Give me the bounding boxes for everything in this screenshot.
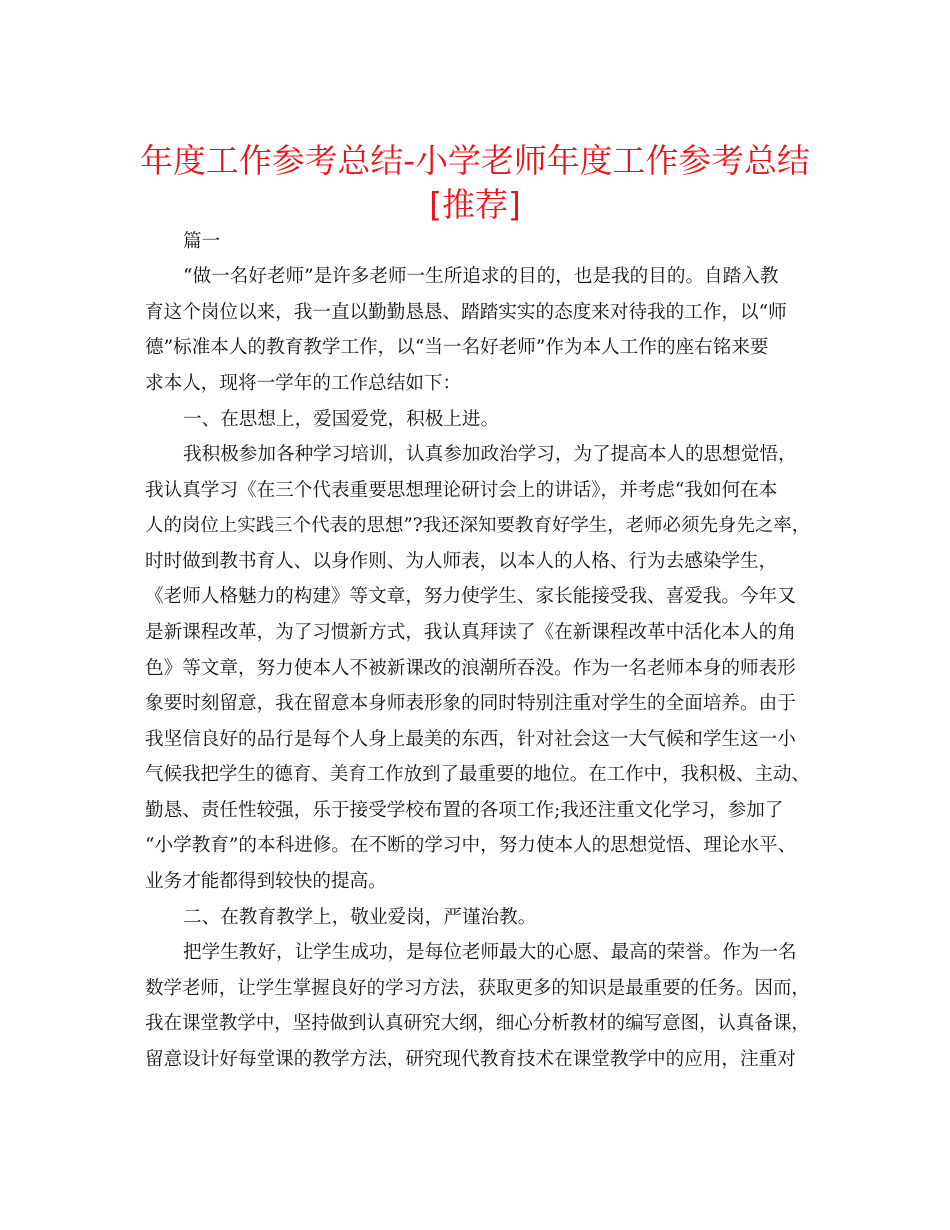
paragraph-line: 育这个岗位以来，我一直以勤勤恳恳、踏踏实实的态度来对待我的工作，以“师 — [145, 302, 787, 323]
paragraph-line: 象要时刻留意，我在留意本身师表形象的同时特别注重对学生的全面培养。由于 — [145, 693, 796, 714]
paragraph-line: 把学生教好，让学生成功，是每位老师最大的心愿、最高的荣誉。作为一名 — [183, 942, 797, 963]
paragraph-line: 人的岗位上实践三个代表的思想”?我还深知要教育好学生，老师必须先身先之率， — [145, 515, 811, 536]
paragraph-line: 求本人，现将一学年的工作总结如下： — [145, 373, 462, 394]
document-title-line-2: [推荐] — [429, 185, 521, 224]
paragraph-line: 《老师人格魅力的构建》等文章，努力使学生、家长能接受我、喜爱我。今年又 — [145, 586, 796, 607]
paragraph-line: 是新课程改革，为了习惯新方式，我认真拜读了《在新课程改革中活化本人的角 — [145, 622, 796, 643]
paragraph-line: 我认真学习《在三个代表重要思想理论研讨会上的讲话》，并考虑“我如何在本 — [145, 480, 778, 501]
section-label: 篇一 — [183, 231, 221, 252]
paragraph-line: 勤恳、责任性较强，乐于接受学校布置的各项工作;我还注重文化学习，参加了 — [145, 800, 784, 821]
paragraph-line: 德”标准本人的教育教学工作，以“当一名好老师”作为本人工作的座右铭来要 — [145, 337, 769, 358]
paragraph-line: 我在课堂教学中，坚持做到认真研究大纲，细心分析教材的编写意图，认真备课， — [145, 1013, 810, 1034]
paragraph-line: 时时做到教书育人、以身作则、为人师表，以本人的人格、行为去感染学生， — [145, 551, 778, 572]
paragraph-line: “小学教育”的本科进修。在不断的学习中，努力使本人的思想觉悟、理论水平、 — [145, 835, 797, 856]
paragraph-line: 数学老师，让学生掌握良好的学习方法，获取更多的知识是最重要的任务。因而， — [145, 978, 810, 999]
paragraph-line: 气候我把学生的德育、美育工作放到了最重要的地位。在工作中，我积极、主动、 — [145, 764, 810, 785]
section-heading: 二、在教育教学上，敬业爱岗，严谨治教。 — [183, 907, 537, 928]
paragraph-line: 我积极参加各种学习培训，认真参加政治学习，为了提高本人的思想觉悟， — [183, 444, 797, 465]
paragraph-line: 留意设计好每堂课的教学方法，研究现代教育技术在课堂教学中的应用，注重对 — [145, 1049, 796, 1070]
paragraph-line: 色》等文章，努力使本人不被新课改的浪潮所吞没。作为一名老师本身的师表形 — [145, 658, 796, 679]
section-heading: 一、在思想上，爱国爱党，积极上进。 — [183, 409, 500, 430]
paragraph-line: “做一名好老师”是许多老师一生所追求的目的，也是我的目的。自踏入教 — [183, 266, 779, 287]
paragraph-line: 业务才能都得到较快的提高。 — [145, 871, 387, 892]
document-title-line-1: 年度工作参考总结-小学老师年度工作参考总结 — [140, 141, 810, 180]
paragraph-line: 我坚信良好的品行是每个人身上最美的东西，针对社会这一大气候和学生这一小 — [145, 729, 796, 750]
